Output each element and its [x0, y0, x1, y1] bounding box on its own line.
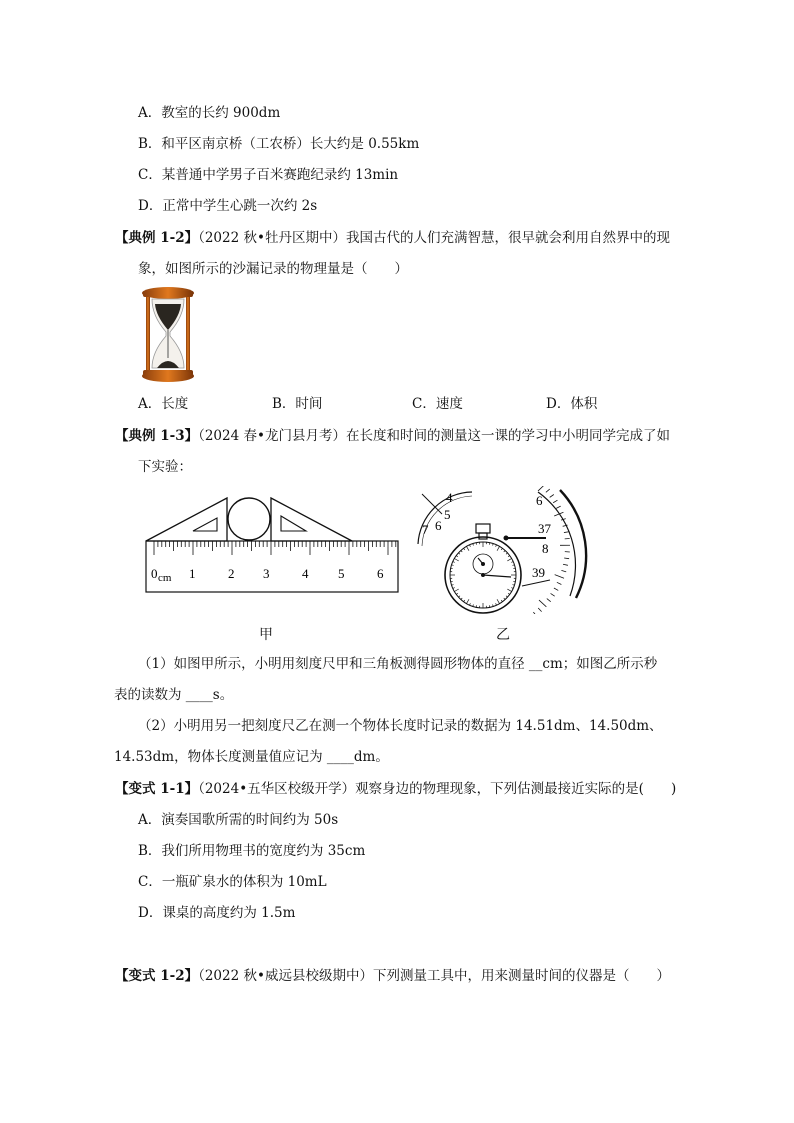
dial-tick: [504, 598, 505, 599]
dial-tick: [464, 600, 465, 602]
scale-tick: [554, 588, 558, 590]
right-scale-6: 6: [536, 493, 543, 508]
dial-tick: [497, 546, 500, 550]
option-a: A．演奏国歌所需的时间约为 50s: [138, 812, 339, 828]
outer-scale-7: 7: [422, 522, 429, 537]
ruler-tick-0: 0: [151, 566, 158, 581]
dial-tick: [453, 588, 455, 589]
dial-tick: [458, 553, 459, 554]
option-c: C．一瓶矿泉水的体积为 10mL: [138, 874, 327, 890]
hourglass-image: [140, 286, 196, 382]
dial-tick: [464, 548, 465, 550]
sub-question-2-line1: （2）小明用另一把刻度尺乙在测一个物体长度时记录的数据为 14.51dm、14.50dm、: [138, 718, 663, 734]
dial-tick: [506, 553, 507, 554]
option-c: C．速度: [412, 396, 463, 412]
scale-tick: [547, 599, 551, 602]
outer-scale-4: 4: [446, 490, 453, 505]
question-source: （2024•五华区校级开学）: [198, 781, 356, 797]
scale-tick: [539, 600, 546, 607]
dial-tick: [461, 598, 462, 599]
option-d: D．正常中学生心跳一次约 2s: [138, 198, 318, 214]
right-scale-8: 8: [542, 541, 549, 556]
ruler-tick-6: 6: [377, 566, 384, 581]
question-1-3-line1: [115, 427, 670, 445]
scale-tick: [551, 593, 555, 596]
variant-1-1-stem: [115, 780, 676, 798]
ruler-tick-2: 2: [228, 566, 235, 581]
right-scale-39: 39: [532, 565, 545, 580]
scale-tick: [557, 582, 562, 584]
scale-tick: [563, 564, 568, 565]
variant-1-2-stem: [115, 967, 670, 985]
question-1-2-line2: 象，如图所示的沙漏记录的物理量是（ ）: [138, 261, 408, 277]
outer-scale-6: 6: [435, 518, 442, 533]
dial-tick: [508, 556, 510, 557]
sub-question-1-line1: （1）如图甲所示，小明用刻度尺甲和三角板测得圆形物体的直径 __cm；如图乙所示秒: [138, 656, 658, 672]
option-b: B．时间: [272, 396, 323, 412]
dial-tick: [507, 589, 511, 592]
dial-tick: [458, 596, 459, 597]
ruler-unit: cm: [158, 572, 172, 584]
scale-tick: [561, 570, 566, 571]
dial-tick: [501, 548, 502, 550]
stopwatch-figure: [410, 486, 590, 614]
dial-tick: [508, 593, 510, 594]
dial-tick: [453, 562, 455, 563]
scale-tick: [553, 500, 557, 503]
question-tag: 【变式 1-1】: [115, 781, 199, 797]
scale-tick: [555, 575, 564, 579]
dial-tick: [456, 556, 458, 557]
scale-tick: [556, 506, 560, 508]
question-stem: 我国古代的人们充满智慧，很早就会利用自然界中的现: [345, 230, 670, 246]
option-b: B．和平区南京桥（工农桥）长大约是 0.55km: [138, 136, 420, 152]
question-tag: 【变式 1-2】: [115, 968, 199, 984]
question-stem: 下列测量工具中，用来测量时间的仪器是（ ）: [372, 968, 670, 984]
ruler-tick-1: 1: [189, 566, 196, 581]
option-d: D．课桌的高度约为 1.5m: [138, 905, 296, 921]
ruler-tick-5: 5: [338, 566, 345, 581]
scale-tick: [538, 608, 541, 612]
option-a: A．长度: [138, 396, 189, 412]
dial-tick: [504, 550, 505, 551]
scale-tick: [564, 532, 569, 533]
question-stem: 观察身边的物理现象，下列估测最接近实际的是( ): [355, 781, 677, 797]
right-scale-37: 37: [538, 521, 551, 536]
outer-scale-5: 5: [444, 507, 451, 522]
question-source: （2024 春•龙门县月考）: [198, 428, 346, 444]
dial-tick: [470, 603, 471, 605]
dial-tick: [496, 603, 497, 605]
ruler-tick-3: 3: [263, 566, 270, 581]
dial-tick: [456, 593, 458, 594]
dial-tick: [497, 599, 500, 603]
question-tag: 【典例 1-2】: [115, 230, 199, 246]
dial-tick: [470, 545, 471, 547]
sub-question-2-line2: 14.53dm，物体长度测量值应记为 ____dm。: [114, 749, 389, 765]
scale-tick: [546, 489, 550, 492]
dial-tick: [454, 559, 458, 562]
question-source: （2022 秋•威远县校级期中）: [198, 968, 373, 984]
dial-tick: [454, 589, 458, 592]
dial-tick: [501, 600, 502, 602]
dial-tick: [467, 546, 470, 550]
scale-tick: [564, 558, 569, 559]
option-b: B．我们所用物理书的宽度约为 35cm: [138, 843, 366, 859]
scale-tick: [550, 495, 554, 498]
option-a: A．教室的长约 900dm: [138, 105, 281, 121]
ruler-figure: [140, 488, 405, 596]
dial-tick: [511, 588, 513, 589]
question-1-3-line2: 下实验：: [138, 459, 192, 475]
question-stem: 在长度和时间的测量这一课的学习中小明同学完成了如: [345, 428, 670, 444]
dial-tick: [506, 596, 507, 597]
option-d: D．体积: [546, 396, 598, 412]
scale-tick: [533, 612, 536, 614]
dial-tick: [496, 545, 497, 547]
scale-tick: [538, 486, 545, 491]
option-c: C．某普通中学男子百米赛跑纪录约 13min: [138, 167, 399, 183]
ruler-tick-4: 4: [302, 566, 309, 581]
dial-tick: [507, 559, 511, 562]
dial-tick: [467, 599, 470, 603]
dial-tick: [461, 550, 462, 551]
question-tag: 【典例 1-3】: [115, 428, 199, 444]
question-1-2-line1: [115, 229, 670, 247]
figure-label-jia: 甲: [259, 627, 273, 643]
question-source: （2022 秋•牡丹区期中）: [198, 230, 346, 246]
sub-question-1-line2: 表的读数为 ____s。: [114, 687, 234, 703]
figure-label-yi: 乙: [496, 627, 510, 643]
dial-tick: [511, 562, 513, 563]
